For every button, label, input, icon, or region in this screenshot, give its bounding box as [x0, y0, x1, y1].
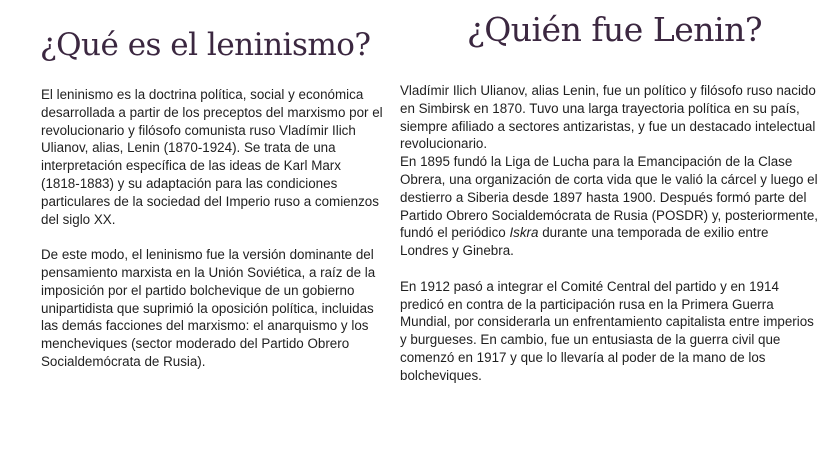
lenin-paragraph-2-text: En 1895 fundó la Liga de Lucha para la Emancipación de la Clase Obrera, una organización de corta vida que le valió la cárcel y luego el destierro a Siberia desde 1897 hasta 1900. Después formó parte del Partido Obrero Socialdemócrata de Rusia (POSDR) y, posteriormente, fundó el periódico	[400, 154, 819, 241]
leninismo-paragraph-2: De este modo, el leninismo fue la versión dominante del pensamiento marxista en la Unión Soviética, a raíz de la imposición por el partido bolchevique de un gobierno unipartidista que suprimió la oposición política, incluidas las demás facciones del marxismo: el anarquismo y los mencheviques (sector moderado del Partido Obrero Socialdemócrata de Rusia).	[41, 247, 376, 369]
iskra-title: Iskra	[509, 225, 539, 241]
leninismo-section	[41, 86, 383, 371]
lenin-paragraph-2	[400, 153, 820, 260]
lenin-heading: ¿Quién fue Lenin?	[467, 10, 763, 49]
lenin-paragraph-1: Vladímir Ilich Ulianov, alias Lenin, fue un político y filósofo ruso nacido en Simbirsk en 1870. Tuvo una larga trayectoria política en su país, siempre afiliado a sectores antizaristas, y fue un destacado intelectual revolucionario.	[400, 83, 816, 152]
lenin-section	[400, 82, 820, 385]
leninismo-heading: ¿Qué es el leninismo?	[40, 27, 371, 63]
lenin-paragraph-2-end: durante una temporada de exilio entre Londres y Ginebra.	[400, 225, 769, 259]
leninismo-paragraph-1: El leninismo es la doctrina política, social y económica desarrollada a partir de los preceptos del marxismo por el revolucionario y filósofo comunista ruso Vladímir Ilich Ulianov, alias, Lenin (1870-1924). Se trata de una interpretación específica de las ideas de Karl Marx (1818-1883) y su adaptación para las condiciones particulares de la sociedad del Imperio ruso a comienzos del siglo XX.	[41, 87, 383, 227]
lenin-paragraph-3: En 1912 pasó a integrar el Comité Central del partido y en 1914 predicó en contra de la participación rusa en la Primera Guerra Mundial, por considerarla un enfrentamiento capitalista entre imperios y burgueses. En cambio, fue un entusiasta de la guerra civil que comenzó en 1917 y que lo llevaría al poder de la mano de los bolcheviques.	[400, 278, 814, 383]
